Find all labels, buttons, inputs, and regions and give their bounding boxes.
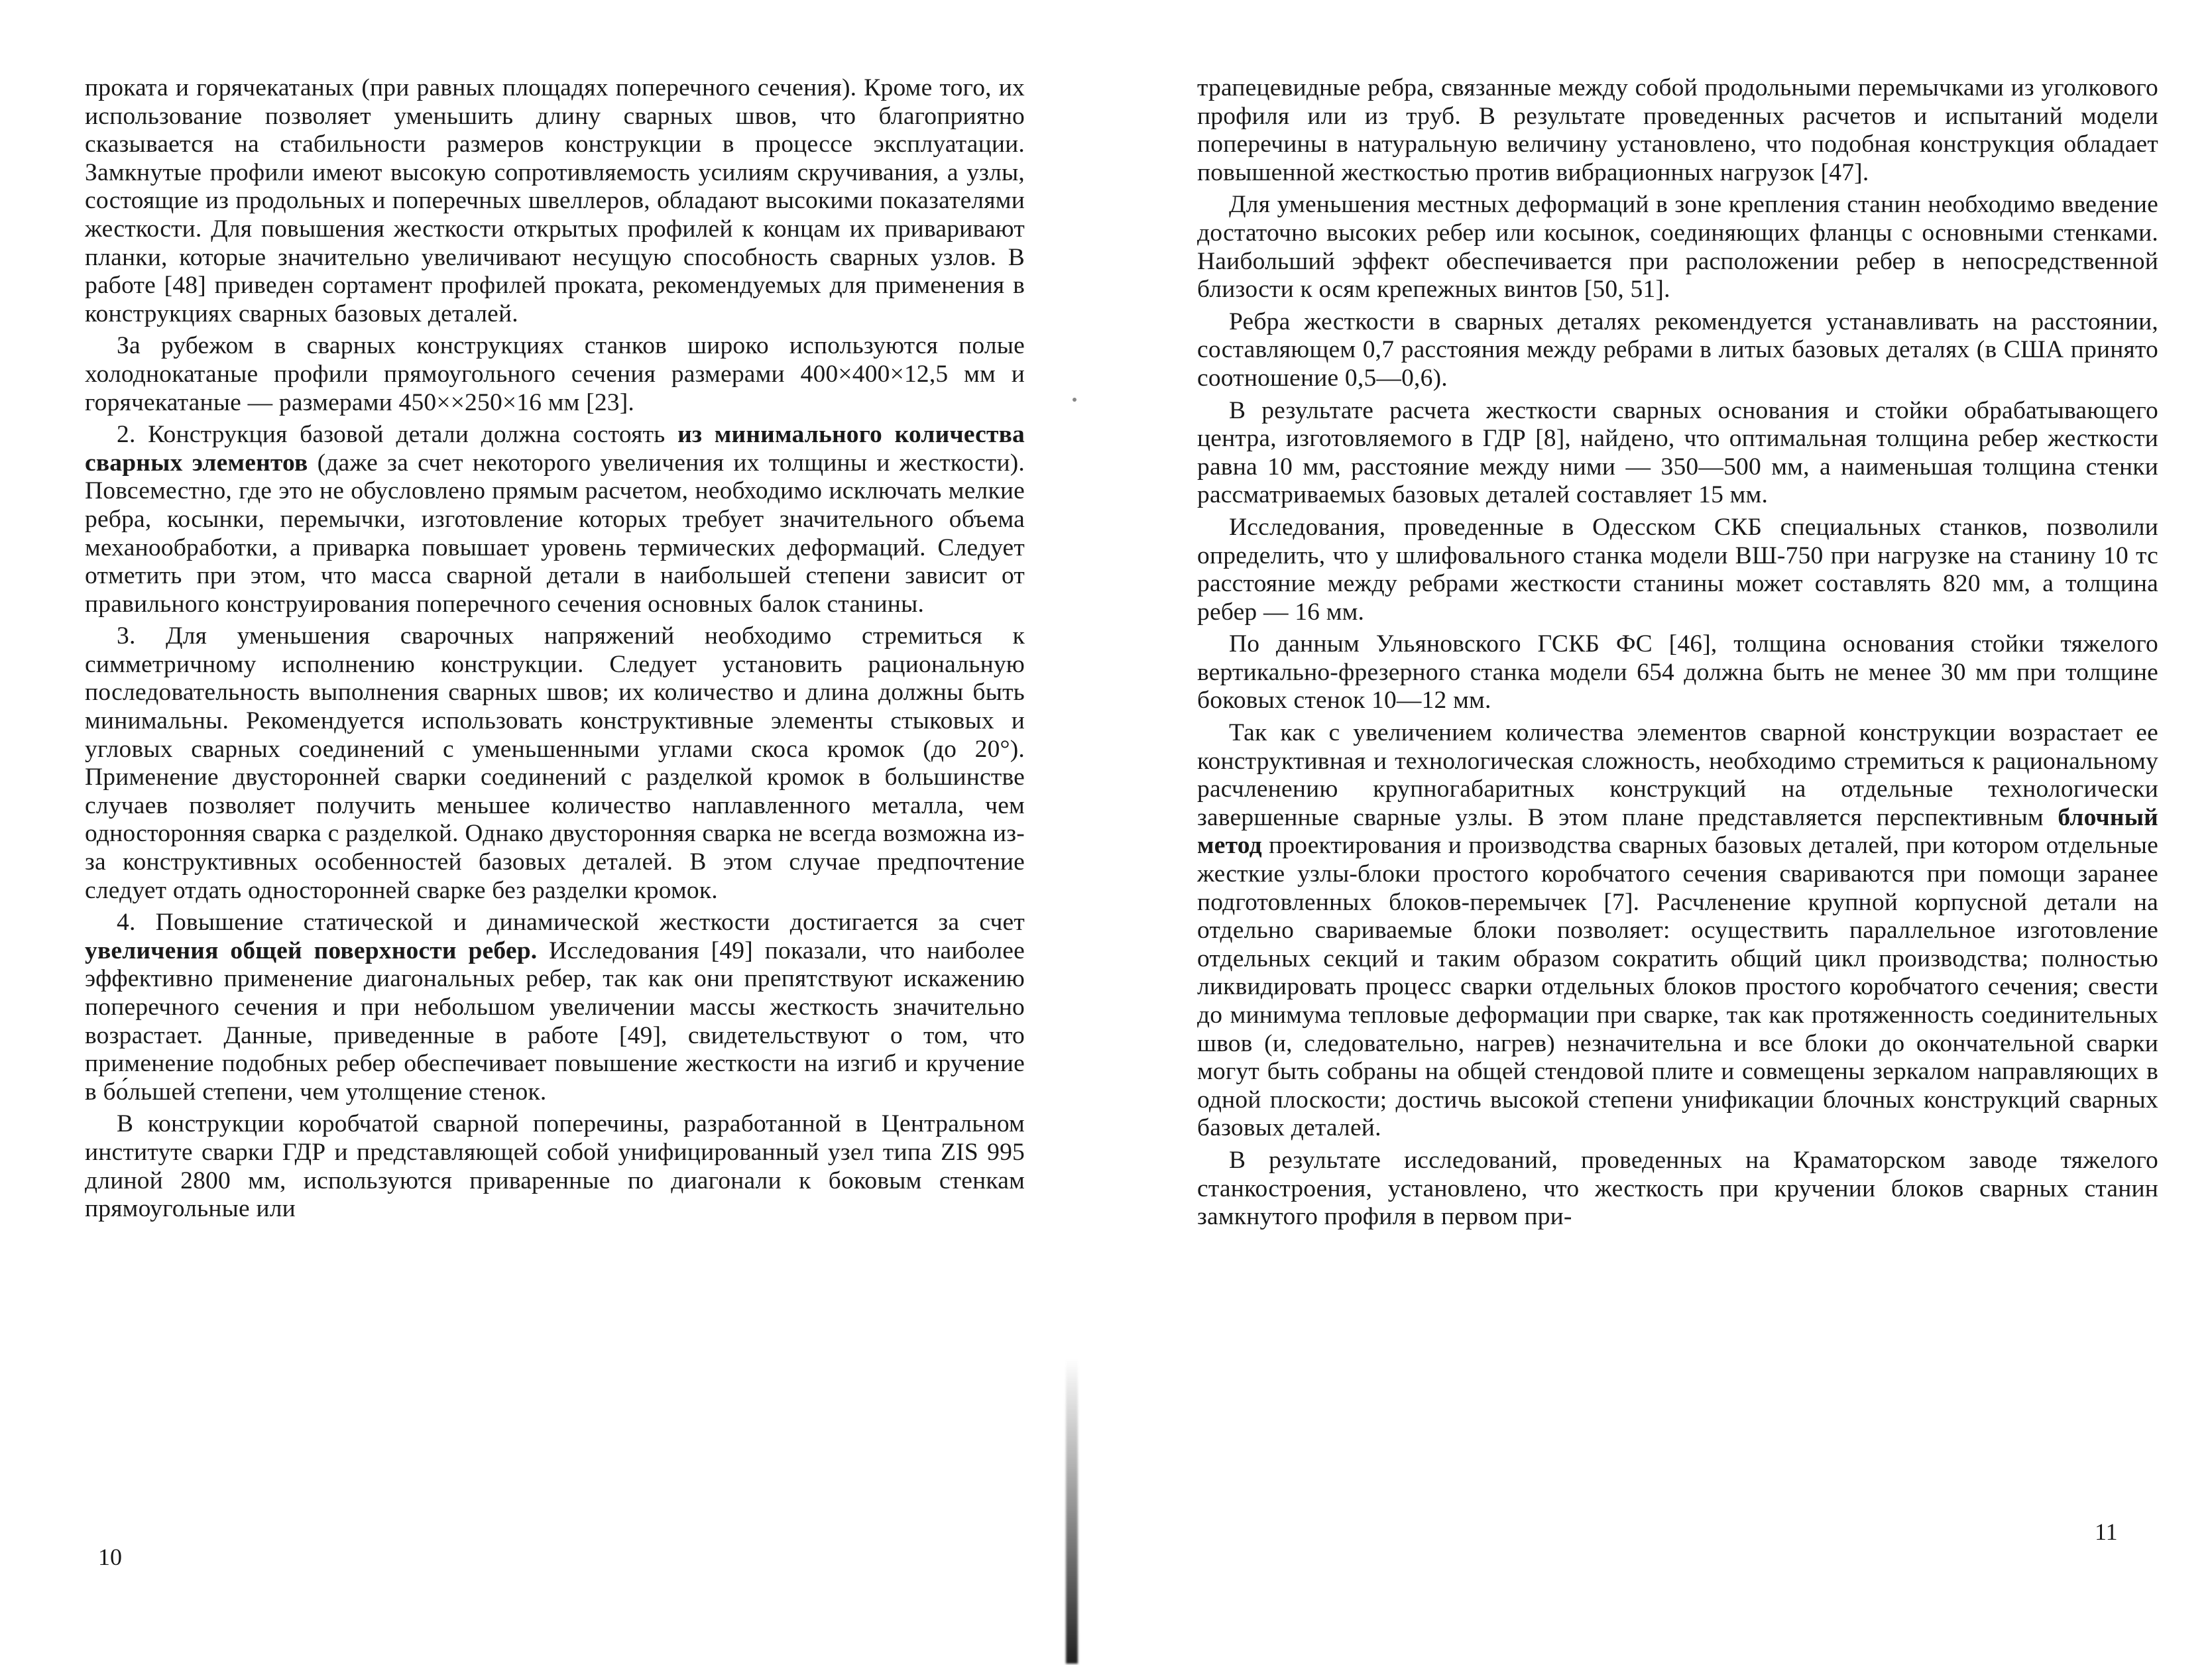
item-2-rest: (даже за счет некоторого увеличения их толщины и жесткости). Повсеместно, где это не обусловлено прямым расчетом, необходимо исключать мелкие ребра, косынки, перемычки, изготовление которых требует значительного объема механообработки, а приварка повышает уровень термических деформаций. Следует отметить при этом, что масса сварной детали в наибольшей степени зависит от правильного конструирования поперечного сечения основных балок станины.	[85, 449, 1025, 618]
paragraph: трапецевидные ребра, связанные между собой продольными перемычками из уголкового профиля или из труб. В результате проведенных расчетов и испытаний модели поперечины в натуральную величину установлено, что подобная конструкция обладает повышенной жесткостью против вибрационных нагрузок [47].	[1197, 74, 2158, 186]
paragraph: В результате расчета жесткости сварных основания и стойки обрабатывающего центра, изготовляемого в ГДР [8], найдено, что оптимальная толщина ребер жесткости равна 10 мм, расстояние между ними — 350—500 мм, а наименьшая толщина стенки рассматриваемых базовых деталей составляет 15 мм.	[1197, 396, 2158, 509]
paragraph: Ребра жесткости в сварных деталях рекомендуется устанавливать на расстоянии, составляющем 0,7 расстояния между ребрами в литых базовых деталях (в США принято соотношение 0,5—0,6).	[1197, 308, 2158, 392]
item-4-emphasis: увеличения общей поверхности ребер.	[85, 937, 538, 964]
paragraph-item-2	[85, 421, 1025, 618]
paragraph: В результате исследований, проведенных на Краматорском заводе тяжелого станкостроения, установлено, что жесткость при кручении блоков сварных станин замкнутого профиля в первом при-	[1197, 1146, 2158, 1231]
paragraph: По данным Ульяновского ГСКБ ФС [46], толщина основания стойки тяжелого вертикально-фрезерного станка модели 654 должна быть не менее 30 мм при толщине боковых стенок 10—12 мм.	[1197, 630, 2158, 715]
page-number: 10	[98, 1544, 122, 1570]
right-page	[1100, 0, 2212, 1665]
paragraph: Исследования, проведенные в Одесском СКБ специальных станков, позволили определить, что у шлифовального станка модели ВШ-750 при нагрузке на станину 10 тс расстояние между ребрами жесткости станины может составлять 820 мм, а толщина ребер — 16 мм.	[1197, 513, 2158, 626]
binding-shadow	[1066, 1359, 1078, 1664]
paragraph: проката и горячекатаных (при равных площадях поперечного сечения). Кроме того, их использование позволяет уменьшить длину сварных швов, что благоприятно сказывается на стабильности размеров конструкции в процессе эксплуатации. Замкнутые профили имеют высокую сопротивляемость усилиям скручивания, а узлы, состоящие из продольных и поперечных швеллеров, обладают высокими показателями жесткости. Для повышения жесткости открытых профилей к концам их приваривают планки, которые значительно увеличивают несущую способность сварных узлов. В работе [48] приведен сортамент профилей проката, рекомендуемых для применения в конструкциях сварных базовых деталей.	[85, 74, 1025, 327]
item-2-emphasis: из минимального количества сварных элементов	[85, 421, 1025, 477]
paragraph-block-method	[1197, 719, 2158, 1143]
paragraph: За рубежом в сварных конструкциях станков широко используются полые холоднокатаные профили прямоугольного сечения размерами 400×400×12,5 мм и горячекатаные — размерами 450××250×16 мм [23].	[85, 332, 1025, 416]
right-text-column	[1197, 74, 2158, 1235]
scan-speck	[1073, 398, 1077, 402]
block-para-emphasis: блочный метод	[1197, 803, 2158, 860]
block-para-rest: проектирования и производства сварных базовых деталей, при котором отдельные жесткие узлы-блоки простого коробчатого сечения свариваются при помощи заранее подготовленных блоков-перемычек [7]. Расчленение крупной корпусной детали на отдельно свариваемые блоки позволяет: осуществить параллельное изготовление отдельных секций и таким образом сократить общий цикл производства; полностью ликвидировать процесс сварки отдельных блоков простого коробчатого сечения; свести до минимума тепловые деформации при сварке, так как протяженность соединительных швов (и, следовательно, нагрев) незначительна и все блоки до окончательной сварки могут быть собраны на общей стендовой плите и совмещены зеркалом направляющих в одной плоскости; достичь высокой степени унификации блочных конструкций сварных базовых деталей.	[1197, 832, 2158, 1142]
paragraph-item-4	[85, 909, 1025, 1106]
block-para-lead: Так как с увеличением количества элементов сварной конструкции возрастает ее конструктивная и технологическая сложность, необходимо стремиться к рациональному расчленению крупногабаритных конструкций на отдельные технологически завершенные сварные узлы. В этом плане представляется перспективным	[1197, 719, 2158, 831]
page-number: 11	[2095, 1519, 2118, 1545]
left-text-column	[85, 74, 1025, 1228]
paragraph-item-3: 3. Для уменьшения сварочных напряжений необходимо стремиться к симметричному исполнению конструкции. Следует установить рациональную последовательность выполнения сварных швов; их количество и длина должны быть минимальны. Рекомендуется использовать конструктивные элементы стыковых и угловых сварных соединений с уменьшенными углами скоса кромок (до 20°). Применение двусторонней сварки соединений с разделкой кромок в большинстве случаев позволяет получить меньшее количество наплавленного металла, чем односторонняя сварка с разделкой. Однако двусторонняя сварка не всегда возможна из-за конструктивных особенностей базовых деталей. В этом случае предпочтение следует отдать односторонней сварке без разделки кромок.	[85, 622, 1025, 904]
item-4-lead: 4. Повышение статической и динамической жесткости достигается за счет	[117, 909, 1025, 937]
paragraph: В конструкции коробчатой сварной поперечины, разработанной в Центральном институте сварки ГДР и представляющей собой унифицированный узел типа ZIS 995 длиной 2800 мм, используются приваренные по диагонали к боковым стенкам прямоугольные или	[85, 1110, 1025, 1223]
item-2-lead: 2. Конструкция базовой детали должна состоять	[117, 421, 678, 449]
paragraph: Для уменьшения местных деформаций в зоне крепления станин необходимо введение достаточно высоких ребер или косынок, соединяющих фланцы с основными стенками. Наибольший эффект обеспечивается при расположении ребер в непосредственной близости к осям крепежных винтов [50, 51].	[1197, 191, 2158, 304]
left-page	[0, 0, 1087, 1665]
item-4-rest: Исследования [49] показали, что наиболее эффективно применение диагональных ребер, так как они препятствуют искажению поперечного сечения и при небольшом увеличении массы жесткость значительно возрастает. Данные, приведенные в работе [49], свидетельствуют о том, что применение подобных ребер обеспечивает повышение жесткости на изгиб и кручение в бо́льшей степени, чем утолщение стенок.	[85, 937, 1025, 1106]
